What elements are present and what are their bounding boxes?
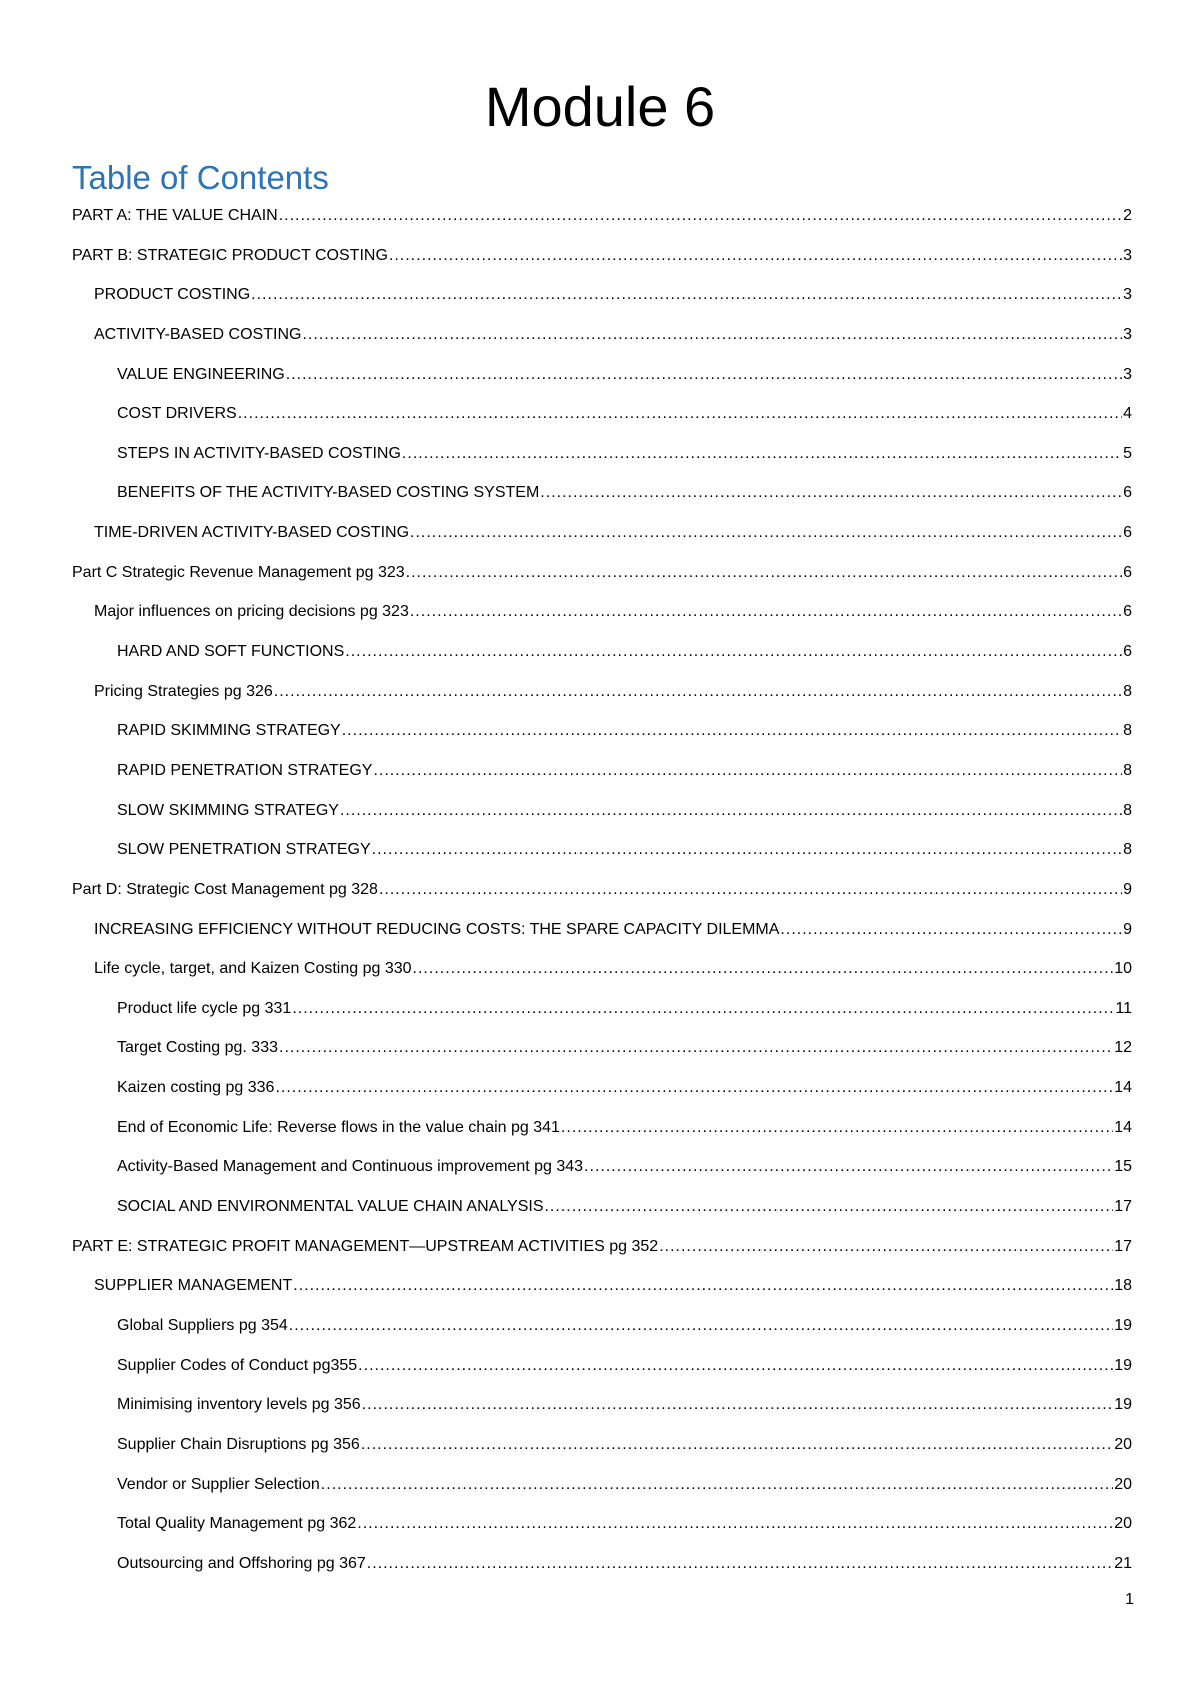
toc-dot-leader	[410, 601, 1122, 623]
toc-entry[interactable]	[72, 760, 1132, 800]
toc-entry-title[interactable]: INCREASING EFFICIENCY WITHOUT REDUCING COSTS: THE SPARE CAPACITY DILEMMA	[94, 920, 780, 938]
toc-entry-page[interactable]: 3	[1123, 246, 1132, 264]
toc-entry-title[interactable]: STEPS IN ACTIVITY-BASED COSTING	[117, 444, 401, 462]
toc-entry[interactable]	[72, 1355, 1132, 1395]
toc-dot-leader	[413, 958, 1114, 980]
toc-dot-leader	[279, 1037, 1113, 1059]
toc-entry[interactable]	[72, 1196, 1132, 1236]
toc-entry[interactable]	[72, 1474, 1132, 1514]
toc-entry-title[interactable]: SOCIAL AND ENVIRONMENTAL VALUE CHAIN ANALYSIS	[117, 1198, 544, 1216]
toc-dot-leader	[342, 720, 1122, 742]
toc-entry[interactable]	[72, 1236, 1132, 1276]
toc-entry[interactable]	[72, 205, 1132, 245]
toc-entry-title[interactable]: TIME-DRIVEN ACTIVITY-BASED COSTING	[94, 524, 410, 542]
toc-entry-title[interactable]: Major influences on pricing decisions pg 323	[94, 603, 409, 621]
toc-dot-leader	[292, 998, 1114, 1020]
toc-dot-leader	[410, 522, 1122, 544]
toc-dot-leader	[321, 1474, 1113, 1496]
toc-entry-page[interactable]: 8	[1123, 801, 1132, 819]
toc-entry-title[interactable]: PRODUCT COSTING	[94, 286, 251, 304]
toc-entry-title[interactable]: SUPPLIER MANAGEMENT	[94, 1277, 293, 1295]
toc-dot-leader	[293, 1275, 1113, 1297]
toc-dot-leader	[367, 1553, 1113, 1575]
toc-dot-leader	[372, 839, 1122, 861]
toc-entry-page[interactable]: 10	[1114, 960, 1132, 978]
page-number: 1	[1125, 1591, 1134, 1608]
toc-entry[interactable]	[72, 522, 1132, 562]
toc-entry-page[interactable]: 20	[1114, 1515, 1132, 1533]
toc-entry-page[interactable]: 15	[1114, 1158, 1132, 1176]
toc-entry[interactable]	[72, 245, 1132, 285]
toc-entry-page[interactable]: 19	[1114, 1356, 1132, 1374]
toc-entry[interactable]	[72, 403, 1132, 443]
toc-entry[interactable]	[72, 681, 1132, 721]
toc-entry-title[interactable]: ACTIVITY-BASED COSTING	[94, 325, 302, 343]
toc-dot-leader	[340, 800, 1122, 822]
toc-entry-page[interactable]: 6	[1123, 603, 1132, 621]
toc-entry-title[interactable]: Outsourcing and Offshoring pg 367	[117, 1554, 366, 1572]
toc-entry-page[interactable]: 14	[1114, 1118, 1132, 1136]
toc-entry[interactable]	[72, 443, 1132, 483]
toc-entry-title[interactable]: SLOW SKIMMING STRATEGY	[117, 801, 339, 819]
toc-entry-page[interactable]: 8	[1123, 682, 1132, 700]
toc-entry-page[interactable]: 9	[1123, 920, 1132, 938]
toc-entry[interactable]	[72, 601, 1132, 641]
toc-entry[interactable]	[72, 641, 1132, 681]
toc-dot-leader	[389, 245, 1122, 267]
toc-entry-page[interactable]: 14	[1114, 1079, 1132, 1097]
toc-dot-leader	[279, 205, 1122, 227]
toc-entry-title[interactable]: Vendor or Supplier Selection	[117, 1475, 320, 1493]
toc-entry[interactable]	[72, 284, 1132, 324]
toc-dot-leader	[238, 403, 1122, 425]
toc-entry[interactable]	[72, 800, 1132, 840]
toc-entry-page[interactable]: 19	[1114, 1316, 1132, 1334]
toc-entry-title[interactable]: VALUE ENGINEERING	[117, 365, 285, 383]
toc-dot-leader	[406, 562, 1122, 584]
toc-entry-title[interactable]: Supplier Chain Disruptions pg 356	[117, 1435, 360, 1453]
toc-dot-leader	[402, 443, 1122, 465]
toc-entry[interactable]	[72, 1037, 1132, 1077]
toc-entry[interactable]	[72, 1156, 1132, 1196]
toc-entry-title[interactable]: Minimising inventory levels pg 356	[117, 1396, 361, 1414]
toc-entry[interactable]	[72, 364, 1132, 404]
toc-dot-leader	[358, 1355, 1113, 1377]
toc-entry-title[interactable]: End of Economic Life: Reverse flows in the value chain pg 341	[117, 1118, 560, 1136]
toc-dot-leader	[584, 1156, 1113, 1178]
toc-dot-leader	[544, 1196, 1113, 1218]
toc-entry-title[interactable]: Part C Strategic Revenue Management pg 323	[72, 563, 405, 581]
toc-entry-title[interactable]: Life cycle, target, and Kaizen Costing pg 330	[94, 960, 412, 978]
toc-entry-page[interactable]: 18	[1114, 1277, 1132, 1295]
toc-dot-leader	[379, 879, 1122, 901]
toc-dot-leader	[659, 1236, 1113, 1258]
toc-entry-page[interactable]: 3	[1123, 286, 1132, 304]
toc-entry[interactable]	[72, 1275, 1132, 1315]
toc-entry-title[interactable]: Global Suppliers pg 354	[117, 1316, 288, 1334]
toc-entry[interactable]	[72, 562, 1132, 602]
toc-entry-page[interactable]: 8	[1123, 761, 1132, 779]
toc-entry[interactable]	[72, 1513, 1132, 1553]
toc-entry-title[interactable]: Activity-Based Management and Continuous improvement pg 343	[117, 1158, 584, 1176]
toc-entry-title[interactable]: Pricing Strategies pg 326	[94, 682, 273, 700]
toc-entry[interactable]	[72, 1394, 1132, 1434]
toc-entry[interactable]	[72, 324, 1132, 364]
toc-entry-title[interactable]: SLOW PENETRATION STRATEGY	[117, 841, 371, 859]
toc-dot-leader	[286, 364, 1122, 386]
toc-entry-page[interactable]: 17	[1114, 1237, 1132, 1255]
toc-dot-leader	[289, 1315, 1113, 1337]
toc-dot-leader	[345, 641, 1122, 663]
toc-entry-title[interactable]: Kaizen costing pg 336	[117, 1079, 275, 1097]
toc-entry[interactable]	[72, 720, 1132, 760]
toc-entry[interactable]	[72, 482, 1132, 522]
toc-entry-page[interactable]: 6	[1123, 524, 1132, 542]
toc-entry-page[interactable]: 19	[1114, 1396, 1132, 1414]
toc-entry-page[interactable]: 17	[1114, 1198, 1132, 1216]
toc-entry-page[interactable]: 12	[1114, 1039, 1132, 1057]
toc-entry-page[interactable]: 6	[1123, 563, 1132, 581]
toc-entry-title[interactable]: PART A: THE VALUE CHAIN	[72, 207, 278, 224]
toc-entry-page[interactable]: 6	[1123, 484, 1132, 502]
toc-entry[interactable]	[72, 919, 1132, 959]
toc-entry-title[interactable]: HARD AND SOFT FUNCTIONS	[117, 643, 345, 661]
toc-dot-leader	[302, 324, 1122, 346]
toc-dot-leader	[780, 919, 1122, 941]
toc-dot-leader	[362, 1394, 1114, 1416]
toc-entry[interactable]	[72, 1553, 1132, 1593]
toc-entry[interactable]	[72, 958, 1132, 998]
toc-entry[interactable]	[72, 1077, 1132, 1117]
toc-dot-leader	[361, 1434, 1113, 1456]
toc-entry-title[interactable]: Product life cycle pg 331	[117, 999, 292, 1017]
toc-entry[interactable]	[72, 1434, 1132, 1474]
toc-entry-page[interactable]: 21	[1114, 1554, 1132, 1572]
toc-entry-title[interactable]: Supplier Codes of Conduct pg355	[117, 1356, 358, 1374]
toc-entry[interactable]	[72, 1117, 1132, 1157]
toc-entry[interactable]	[72, 839, 1132, 879]
toc-entry-title[interactable]: RAPID SKIMMING STRATEGY	[117, 722, 341, 740]
table-of-contents	[72, 205, 1132, 1592]
toc-dot-leader	[357, 1513, 1113, 1535]
toc-dot-leader	[561, 1117, 1113, 1139]
toc-entry[interactable]	[72, 998, 1132, 1038]
toc-entry-page[interactable]: 8	[1123, 841, 1132, 859]
toc-dot-leader	[274, 681, 1122, 703]
toc-entry-page[interactable]: 2	[1123, 207, 1132, 224]
toc-heading: Table of Contents	[72, 159, 329, 196]
toc-entry-title[interactable]: COST DRIVERS	[117, 405, 237, 423]
toc-entry-title[interactable]: Total Quality Management pg 362	[117, 1515, 357, 1533]
toc-dot-leader	[251, 284, 1122, 306]
toc-entry[interactable]	[72, 1315, 1132, 1355]
toc-dot-leader	[373, 760, 1122, 782]
toc-entry[interactable]	[72, 879, 1132, 919]
document-title: Module 6	[484, 75, 716, 138]
toc-entry-page[interactable]: 11	[1115, 999, 1132, 1017]
toc-dot-leader	[275, 1077, 1113, 1099]
toc-entry-page[interactable]: 6	[1123, 643, 1132, 661]
toc-entry-title[interactable]: Part D: Strategic Cost Management pg 328	[72, 880, 378, 898]
toc-entry-title[interactable]: Target Costing pg. 333	[117, 1039, 278, 1057]
toc-entry-page[interactable]: 20	[1114, 1475, 1132, 1493]
toc-dot-leader	[540, 482, 1122, 504]
toc-entry-title[interactable]: RAPID PENETRATION STRATEGY	[117, 761, 373, 779]
toc-entry-page[interactable]: 9	[1123, 880, 1132, 898]
toc-entry-title[interactable]: PART B: STRATEGIC PRODUCT COSTING	[72, 246, 388, 264]
toc-entry-title[interactable]: BENEFITS OF THE ACTIVITY-BASED COSTING SYSTEM	[117, 484, 540, 502]
toc-entry-title[interactable]: PART E: STRATEGIC PROFIT MANAGEMENT—UPSTREAM ACTIVITIES pg 352	[72, 1237, 659, 1255]
toc-entry-page[interactable]: 8	[1123, 722, 1132, 740]
toc-entry-page[interactable]: 3	[1123, 365, 1132, 383]
toc-entry-page[interactable]: 3	[1123, 325, 1132, 343]
toc-entry-page[interactable]: 5	[1123, 444, 1132, 462]
toc-entry-page[interactable]: 4	[1123, 405, 1132, 423]
toc-entry-page[interactable]: 20	[1114, 1435, 1132, 1453]
